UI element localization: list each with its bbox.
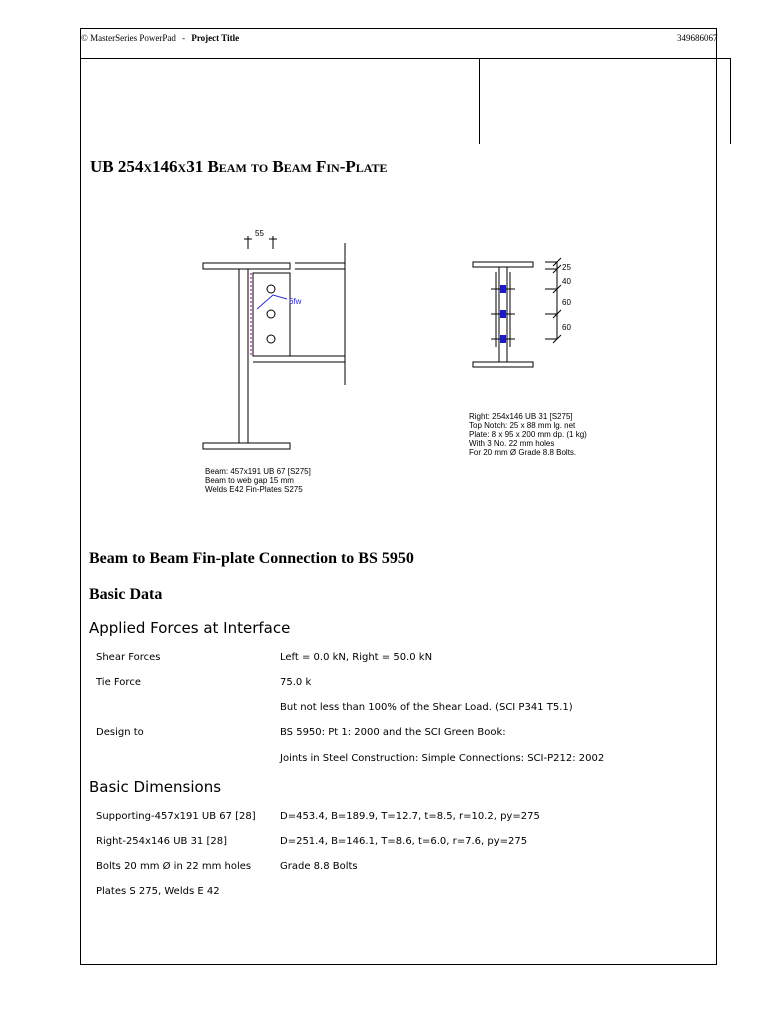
tie-force-value: 75.0 k (280, 677, 312, 688)
section-heading-connection: Beam to Beam Fin-plate Connection to BS 5950 (89, 550, 414, 567)
subheading-basic-dimensions: Basic Dimensions (89, 778, 222, 796)
design-to-value: BS 5950: Pt 1: 2000 and the SCI Green Book: (280, 727, 506, 738)
caption-line: Welds E42 Fin-Plates S275 (205, 485, 303, 494)
dim-25-label: 25 (562, 263, 571, 272)
supporting-beam-value: D=453.4, B=189.9, T=12.7, t=8.5, r=10.2, py=275 (280, 811, 540, 822)
plates-label: Plates S 275, Welds E 42 (96, 886, 220, 897)
design-to-label: Design to (96, 727, 144, 738)
subheading-applied-forces: Applied Forces at Interface (89, 619, 291, 637)
header-app-name: © MasterSeries PowerPad (81, 33, 176, 43)
supporting-beam-label: Supporting-457x191 UB 67 [28] (96, 811, 256, 822)
left-drawing-caption (205, 467, 311, 494)
caption-line: Beam: 457x191 UB 67 [S275] (205, 467, 311, 476)
bolts-label: Bolts 20 mm Ø in 22 mm holes (96, 861, 252, 872)
caption-line: Plate: 8 x 95 x 200 mm dp. (1 kg) (469, 430, 587, 439)
header-divider-1 (479, 58, 480, 144)
header-divider-2 (730, 58, 731, 144)
frame-top-line (80, 28, 716, 29)
caption-line: With 3 No. 22 mm holes (469, 439, 555, 448)
tie-force-label: Tie Force (96, 677, 141, 688)
tie-force-note: But not less than 100% of the Shear Load. (SCI P341 T5.1) (280, 702, 573, 713)
frame-right-line (716, 28, 717, 965)
beam-elevation-drawing (195, 225, 355, 460)
header-separator: - (182, 33, 186, 43)
caption-line: Top Notch: 25 x 88 mm lg. net (469, 421, 576, 430)
frame-left-line (80, 28, 81, 965)
header-bar (81, 33, 239, 43)
right-beam-label: Right-254x146 UB 31 [28] (96, 836, 228, 847)
shear-forces-value: Left = 0.0 kN, Right = 50.0 kN (280, 652, 433, 663)
dimension-55-label: 55 (255, 229, 264, 238)
frame-bottom-line (80, 964, 717, 965)
dim-60a-label: 60 (562, 298, 571, 307)
caption-line: Right: 254x146 UB 31 [S275] (469, 412, 573, 421)
header-bottom-line (80, 58, 731, 59)
section-heading-basic-data: Basic Data (89, 586, 163, 603)
bolts-value: Grade 8.8 Bolts (280, 861, 358, 872)
design-to-reference: Joints in Steel Construction: Simple Connections: SCI-P212: 2002 (280, 753, 605, 764)
dim-60b-label: 60 (562, 323, 571, 332)
beam-section-drawing (465, 252, 575, 372)
page-title: UB 254x146x31 Beam to Beam Fin-Plate (90, 157, 388, 176)
right-drawing-caption (469, 412, 587, 457)
weld-size-label: 6fw (289, 297, 302, 306)
header-project-title: Project Title (191, 33, 240, 43)
caption-line: For 20 mm Ø Grade 8.8 Bolts. (469, 448, 577, 457)
shear-forces-label: Shear Forces (96, 652, 161, 663)
dim-40-label: 40 (562, 277, 571, 286)
caption-line: Beam to web gap 15 mm (205, 476, 294, 485)
header-job-number: 349686067 (677, 33, 718, 43)
right-beam-value: D=251.4, B=146.1, T=8.6, t=6.0, r=7.6, py=275 (280, 836, 528, 847)
